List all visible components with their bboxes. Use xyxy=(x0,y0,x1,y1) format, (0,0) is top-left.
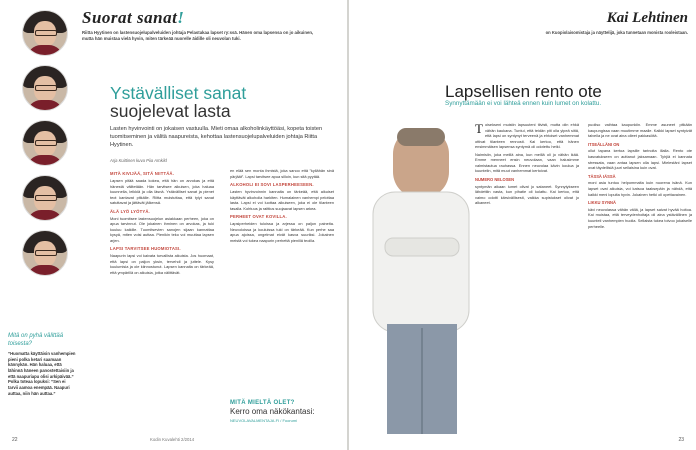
text-column xyxy=(110,168,214,278)
left-page xyxy=(0,0,347,450)
paragraph: en elää sen monta ihmistä, joka sanoo että ”kyllähän sinä pärjäät”. Lapsi tarvitsee apua silloin, kun sitä pyytää. xyxy=(230,168,334,179)
text-column xyxy=(230,168,334,368)
pull-quote-heading: Mitä on pyhä välittää toisesta? xyxy=(8,333,64,347)
cta-body: Kerro oma näkökantasi: xyxy=(230,407,315,416)
article-lead: Lasten hyvinvointi on jokaisen vastuulla. Mieti omaa alkoholinkäyttöäsi, kopeta toisten tuomitseminen ja välitä naapureista, kehottaa lastensuojelupalveluiden johtaja Riitta Hyytinen. xyxy=(110,126,323,149)
section-heading: ALKOHOLI EI SOVI LASPERHEESEEN. xyxy=(230,182,314,188)
masthead-subtitle: Riitta Hyytinen on lastensuojelupalveluiden johtaja Pelastakaa lapset ry:ssä. Hänen oma lapsensa on jo aikuinen, mutta hän muistaa vielä hyvin, miten tärkeää nuorelle äidille oli neuvolan tuki. xyxy=(82,30,314,41)
masthead-mark: ! xyxy=(177,8,185,27)
portrait-image xyxy=(22,65,68,111)
paragraph: syntymän aikaan lumet olivat jo sataneet. Synnytykseen lähdettiin vasta, kun pihatie oli kolattu. Kai kertoo, että vaimo odotti kärsivällisesti, vaikka supistukset olivat jo alkaneet. xyxy=(475,183,579,206)
paragraph: Toisekseni muistin lapsuuteni tiivisti, mutta olin ehkä vähän kaukana. Tuntui, että teidän piti olla ylpeä siitä, että lapsi on syntynyt terveenä ja ehtoiset vanhemmat ottivat tilanteen rennosti. Kai kertoo, että hänen ensimmäisen lapsensa syntymä oli odotettu hetki. xyxy=(475,122,579,150)
paragraph: Lapsen pitää saada kokea, että hän on arvokas ja että hänestä välitetään. Hän tarvitsee aikuisen, joka haluaa kuunnella, leikkiä ja olla läsnä. Ystävälliset sanat ja pienet teot kantavat pitkälle. Riitta muistuttaa, että tylyt sanat satuttavat ja jättävät jälkensä. xyxy=(110,177,214,206)
right-page xyxy=(349,0,696,450)
man-crossed-arms xyxy=(385,238,459,256)
text-column xyxy=(475,122,579,426)
portrait-image xyxy=(22,120,68,166)
article-title: Ystävälliset sanat xyxy=(110,83,247,103)
man-shirt xyxy=(373,192,469,332)
paragraph: Moni tuomitsee lastensuojelun asiakkaan perheen, joka on apua tarvinnut. Ole jokainen ihminen on arvokas, ja tuki kuuluu kaikille. Tuomitsevien sanojen sijaan kannattaa kysyä, miten voisi auttaa. Pienikin teko voi muuttaa lapsen arjen. xyxy=(110,215,214,243)
paragraph: Lapsiperheiden tuloissa ja arjessa on paljon paineita. Neuvoloissa ja kouluissa tuki on tärkeää. Kun perhe saa apua ajoissa, ongelmat eivät kasva suuriksi. Jokainen meistä voi tukea naapurin perhettä pienillä teoilla. xyxy=(230,221,334,243)
cta-title: MITÄ MIELTÄ OLET? xyxy=(230,400,295,406)
article-title: Lapsellisen rento ote xyxy=(445,82,602,101)
call-to-action xyxy=(230,400,340,423)
pull-quote xyxy=(8,333,76,396)
section-heading: ITSEÄLLÄNI ON xyxy=(588,141,620,147)
section-heading: PERHEET OVAT KOVILLA. xyxy=(230,214,287,220)
byline: Arja Kuittinen kuva Piia Arnkild xyxy=(110,158,167,163)
paragraph: kävi neuvolassa vähän väliä, ja lapset saivat hyvää hoitoa. Kai muistaa, että terveydenhoitaja oli aina ystävällinen ja kuunteli vanhempien huolia. Sellaista tukea toivoo jokaiselle perheelle. xyxy=(588,206,692,229)
paragraph: moni asia tuntuu helpommalta kuin nuorena isänä. Kun lapset ovat aikuisia, voi katsoa taaksepäin ja nähdä, että kaikki meni lopulta hyvin. Jokainen hetki oli opettavainen. xyxy=(588,180,692,197)
masthead xyxy=(82,8,184,28)
page-number: 22 xyxy=(12,437,18,443)
paragraph: ollut tapana kertoa lapsille tarinoita illalla. Rento ote kasvatukseen on auttanut jaksamaan. Tyhjiä ei kannata stressata, vaan antaa lapsen olla lapsi. Mielestäni lapset ovat täydellisiä juuri sellaisina kuin ovat. xyxy=(588,148,692,171)
person-description: on Kuopiolaisomistaja ja näyttelijä, joka tunnetaan monista rooleistaan. xyxy=(545,30,688,35)
portrait-image xyxy=(22,175,68,221)
person-name-text: Kai Lehtinen xyxy=(606,10,688,26)
section-heading: MITÄ KIVIJÄÄ, SITÄ NIITTÄÄ. xyxy=(110,171,175,176)
section-heading: LIKKU SYNNÄ xyxy=(588,200,616,206)
page-number: 23 xyxy=(678,437,684,443)
drop-cap: T xyxy=(475,122,483,136)
paragraph: puoliso vaihtaa kaupunkiin. Emme asuneet pitkään kaupungissa vaan muutimme maalle. Kaikki lapset syntyivät talvella ja ne ovat aina olleet pakkasöitä. xyxy=(588,122,692,139)
portrait-column xyxy=(8,6,76,285)
article-subtitle: suojelevat lasta xyxy=(110,101,231,121)
cta-link[interactable]: NEUVOLAVALMENTAJA.FI / Foorumi xyxy=(230,418,298,423)
man-hair xyxy=(397,128,445,146)
section-heading: TÄSSÄ IÄSSÄ xyxy=(588,173,616,179)
text-column xyxy=(588,122,692,426)
man-photo xyxy=(363,128,479,438)
masthead-text: Suorat sanat xyxy=(82,8,178,27)
person-name xyxy=(607,10,688,27)
section-heading: ÄLÄ LYÖ LYÖTYÄ. xyxy=(110,208,150,214)
paragraph: Naapurin lapsi voi kaivata turvallista aikuista. Jos huomaat, että lapsi on paljon yksin, tervehdi ja juttele. Kysy kuulumisia ja ole kiinnostunut. Lapsen kannalta on tärkeää, että ympärillä on aikuisia, jotka välittävät. xyxy=(110,253,214,275)
section-heading: NUMERO NELOSEN xyxy=(475,176,515,182)
paragraph: Naimisiin, joka meillä aina, kun meillä oli jo vähän ikää. Emme menneet ensin neuvolaan, vaan halusimme valmistautua rauhassa. Ennen neuvolaa kävin koulua ja kuuntelin, mitä muut vanhemmat kertoivat. xyxy=(475,151,579,174)
section-heading: LAPSI TARVITSEE HUOMIOTASI. xyxy=(110,246,181,252)
page-footer: Kodin Kuvalehti 2/2014 xyxy=(150,437,195,442)
article-subtitle: Synnyttämään ei voi lähteä ennen kuin lumet on kolattu. xyxy=(445,100,602,107)
pull-quote-text: ”Huomatta käyttäisin vanhempien pieni polka ketari saamaan kännykän. Hän haluaa, että lähinnä häneen panostettaisiin ja että naapuriapu olisi arkipäivää.” Polka toteaa lopuksi: ”Sen ei tarvii aamoa enempää. Naapuri auttaa, niin hän auttaa.” xyxy=(8,351,76,396)
paragraph: Lasten hyvinvoinnin kannalta on tärkeää, että aikuiset käyttävät alkoholia harkiten. Humalainen vanhempi pelottaa lasta. Lapsi ei voi luottaa aikuiseen, joka ei ole tilanteen tasalla. Kohtuus ja raittius suojaavat lapsen arkea. xyxy=(230,189,334,211)
portrait-image xyxy=(22,230,68,276)
portrait-image xyxy=(22,10,68,56)
